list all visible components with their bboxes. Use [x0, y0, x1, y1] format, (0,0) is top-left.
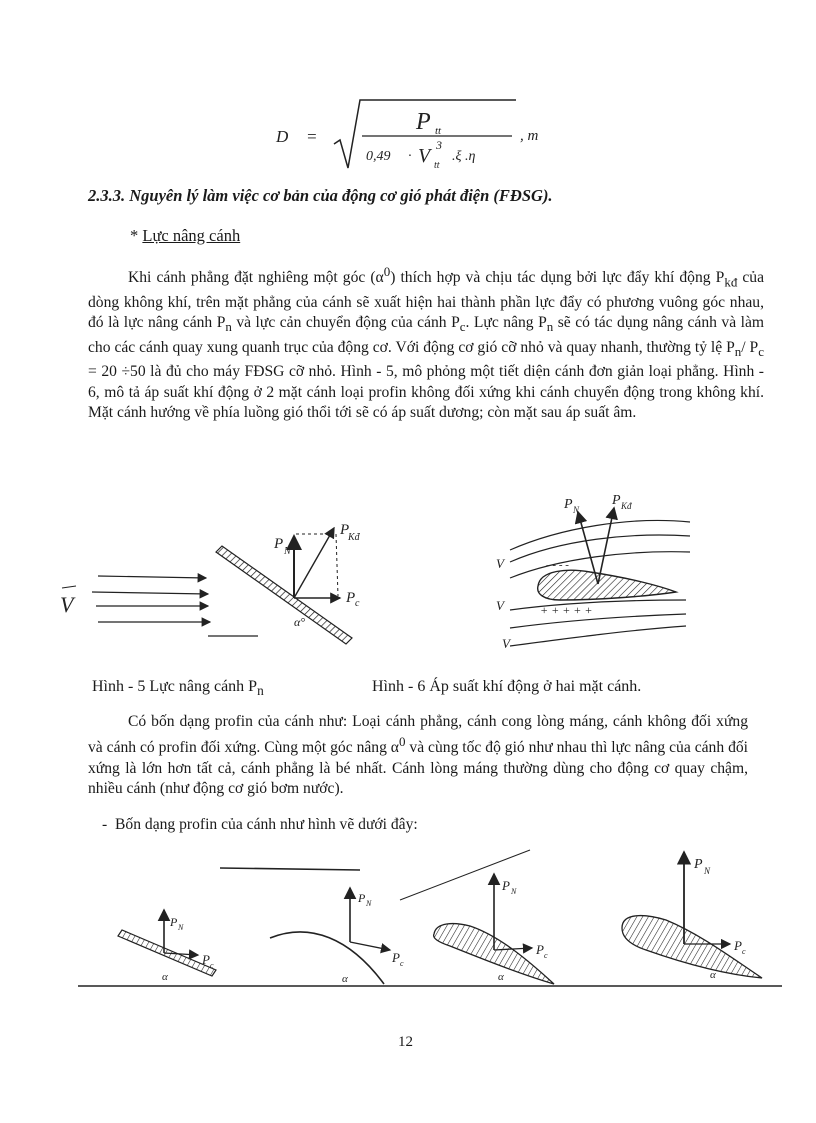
svg-text:N: N — [704, 866, 711, 876]
svg-text:c: c — [544, 951, 548, 960]
pkd-arrow — [598, 508, 614, 584]
formula — [250, 96, 570, 176]
wind-vector-bar — [62, 586, 76, 588]
svg-text:α: α — [162, 971, 168, 983]
svg-text:V: V — [496, 556, 504, 571]
svg-text:P: P — [346, 590, 356, 606]
airfoil — [538, 570, 676, 600]
formula-numerator-sub: tt — [435, 125, 442, 137]
formula-den-v: V — [418, 145, 431, 167]
svg-text:P: P — [536, 942, 544, 957]
svg-text:V: V — [496, 598, 504, 613]
svg-text:P: P — [170, 915, 178, 929]
svg-text:P: P — [734, 938, 742, 953]
svg-text:α: α — [342, 973, 348, 985]
figure-6-pressure — [480, 488, 720, 666]
svg-text:P: P — [502, 878, 510, 893]
svg-text:N: N — [178, 923, 184, 932]
fig6-negative-pressure: - - - - — [546, 559, 569, 571]
streamline — [98, 576, 206, 578]
svg-text:P: P — [202, 952, 210, 967]
svg-text:N: N — [284, 546, 291, 557]
svg-text:P: P — [694, 857, 703, 872]
svg-text:N: N — [573, 505, 580, 515]
caption-figure-5: Hình - 5 Lực nâng cánh $P_n$ — [92, 678, 264, 699]
svg-text:Kđ: Kđ — [621, 501, 632, 511]
page-number: 12 — [398, 1034, 413, 1050]
formula-den-rest: .ξ .η — [452, 149, 476, 164]
fig5-wind-label: V — [60, 592, 74, 617]
figure-5-flat-blade — [58, 500, 388, 650]
svg-text:P: P — [358, 891, 366, 905]
bullet-item: - Bốn dạng profin của cánh như hình vẽ dưới đây: — [102, 816, 418, 833]
svg-text:Kđ: Kđ — [348, 532, 360, 543]
svg-text:α: α — [710, 969, 716, 981]
svg-text:c: c — [400, 959, 404, 968]
streamline — [510, 614, 686, 628]
svg-text:V: V — [502, 636, 510, 651]
svg-text:P: P — [274, 536, 284, 552]
formula-lhs: D — [276, 127, 289, 146]
profile-symmetric — [622, 852, 762, 981]
svg-text:P: P — [340, 522, 350, 538]
svg-text:P: P — [612, 493, 621, 508]
svg-text:N: N — [366, 899, 372, 908]
streamline — [510, 600, 686, 610]
svg-text:c: c — [355, 598, 360, 609]
figure-four-profiles — [70, 838, 790, 998]
subheading — [130, 226, 240, 246]
svg-text:·: · — [408, 149, 412, 164]
formula-den-v-sub: tt — [434, 160, 440, 171]
svg-text:c: c — [742, 947, 746, 956]
flat-blade — [216, 546, 352, 644]
subheading-text: Lực nâng cánh — [142, 226, 241, 245]
subheading-star: * — [130, 226, 143, 245]
svg-text:P: P — [564, 497, 573, 512]
formula-numerator: P — [416, 109, 431, 135]
formula-den-coef: 0,49 — [366, 149, 391, 164]
pkd-arrow — [294, 528, 334, 598]
profile-curved — [270, 888, 404, 985]
streamline — [510, 626, 686, 646]
section-heading: 2.3.3. Nguyên lý làm việc cơ bản của động cơ gió phát điện (FĐSG). — [88, 186, 553, 205]
svg-text:c: c — [210, 961, 214, 970]
paragraph-profiles: Có bốn dạng profin của cánh như: Loại cánh phẳng, cánh cong lòng máng, cánh không đối xứng và cánh có profin đối xứng. Cùng một góc nâng $\alpha^0$ và cùng tốc độ gió như nhau thì lực nâng của cánh đối xứng là lớn hơn tất cả, cánh phẳng là bé nhất. Cánh lòng máng thường dùng cho động cơ quay chậm, nhiều cánh (như động cơ gió bơm nước). — [88, 713, 748, 798]
streamline — [92, 592, 208, 594]
fig6-positive-pressure: + + + + + — [540, 603, 593, 617]
caption-figure-6: Hình - 6 Áp suất khí động ở hai mặt cánh. — [372, 678, 642, 695]
formula-den-v-sup: 3 — [436, 138, 442, 152]
fig5-alpha: α° — [294, 615, 306, 629]
svg-text:P: P — [392, 950, 400, 965]
profile-asymmetric — [434, 874, 554, 984]
svg-text:N: N — [511, 887, 517, 896]
profile-flat — [118, 910, 216, 983]
formula-eq: = — [306, 127, 318, 146]
paragraph-lift: Khi cánh phẳng đặt nghiêng một góc $(\alpha^0)$ thích hợp và chịu tác dụng bởi lực đẩy khí động $P_{kđ}$ của dòng không khí, trên mặt phẳng của cánh sẽ xuất hiện hai thành phần lực đẩy có phương vuông góc nhau, đó là lực nâng cánh $P_n$ và lực cản chuyển động của cánh $P_c$. Lực nâng $P_n$ sẽ có tác dụng nâng cánh và làm cho các cánh quay xung quanh trục của động cơ. Với động cơ gió cỡ nhỏ và quay nhanh, thường tỷ lệ $P_n/$ $P_c = 20 \div 50$ là đủ cho máy FĐSG cỡ nhỏ. Hình - 5, mô phỏng một tiết diện cánh đơn giản loại phẳng. Hình - 6, mô tả áp suất khí động ở 2 mặt cánh loại profin không đối xứng khi cánh chuyển động trong không khí. Mặt cánh hướng về phía luồng gió thổi tới sẽ có áp suất dương; còn mặt sau áp suất âm. — [88, 264, 765, 421]
svg-text:α: α — [498, 971, 504, 983]
formula-unit: , m — [520, 128, 539, 144]
